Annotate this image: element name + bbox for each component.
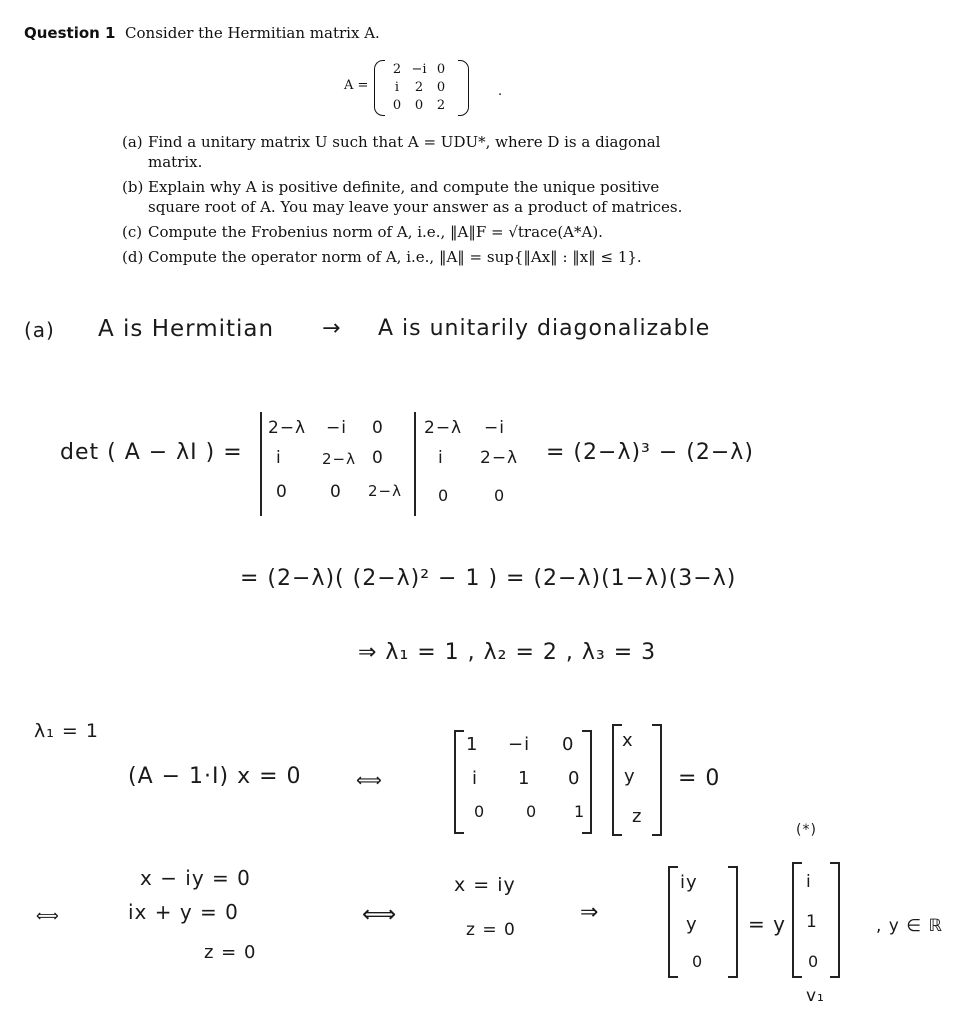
det-cell: 2−λ [268, 418, 307, 438]
hermitian-statement: A is Hermitian [98, 316, 275, 342]
part-label: (a) [122, 133, 143, 151]
question-parts [122, 132, 712, 272]
equation-line: ix + y = 0 [128, 900, 239, 924]
part-text: Explain why A is positive definite, and compute the unique positive square root of A. You may leave your answer as a product of matrices. [148, 178, 683, 216]
implies-arrow: → [322, 316, 342, 341]
det-aug-cell: 2−λ [424, 418, 463, 438]
lambda1-label: λ₁ = 1 [34, 720, 99, 742]
sys-bracket-left [454, 730, 464, 834]
domain-note: , y ∈ ℝ [876, 916, 943, 936]
matrix-cell: 0 [392, 97, 402, 113]
det-bar-right [414, 412, 416, 516]
matrix-lhs: A = [344, 78, 369, 93]
sys-cell: i [472, 768, 479, 789]
sys-cell: 0 [568, 768, 581, 789]
matrix-cell: 2 [436, 97, 446, 113]
v1-label: v₁ [806, 986, 825, 1006]
matrix-cell: 0 [436, 79, 446, 95]
vec-b-bracket-right [830, 862, 840, 978]
part-label: (d) [122, 248, 144, 266]
det-aug-cell: −i [484, 418, 505, 438]
left-paren [374, 60, 385, 116]
sys-cell: 1 [518, 768, 531, 789]
iff-left: ⟺ [36, 906, 60, 925]
equation-line: x − iy = 0 [140, 866, 251, 890]
det-cell: −i [326, 418, 347, 438]
part-d [122, 247, 712, 267]
matrix-cell: 0 [436, 61, 446, 77]
sys-rhs: = 0 [678, 766, 721, 791]
matrix-a [374, 60, 503, 116]
det-cell: 2−λ [322, 450, 356, 468]
matrix-cell: 2 [414, 79, 424, 95]
matrix-cell: 0 [414, 97, 424, 113]
det-cell: i [276, 448, 282, 468]
vec-a-bracket-left [668, 866, 678, 978]
factored-expression: = (2−λ)( (2−λ)² − 1 ) = (2−λ)(1−λ)(3−λ) [240, 566, 737, 591]
part-a [122, 132, 712, 172]
vec-b-cell: 1 [806, 912, 818, 932]
matrix-cell: −i [411, 61, 427, 77]
det-cell: 0 [372, 448, 384, 468]
det-lhs: det ( A − λI ) = [60, 440, 243, 465]
star-mark: (*) [796, 822, 817, 838]
vec-b-bracket-left [792, 862, 802, 978]
sys-cell: 0 [562, 734, 575, 755]
vec-bracket-left [612, 724, 622, 836]
eigenvalues: ⇒ λ₁ = 1 , λ₂ = 2 , λ₃ = 3 [358, 640, 657, 665]
right-paren [458, 60, 469, 116]
vec-a-cell: 0 [692, 952, 704, 971]
solution-part-a-label: (a) [24, 318, 55, 342]
det-aug-cell: i [438, 448, 444, 468]
part-b [122, 177, 712, 217]
sys-cell: 1 [574, 802, 586, 821]
solved-line: z = 0 [466, 920, 516, 940]
eigen-equation: (A − 1·I) x = 0 [128, 764, 302, 789]
iff-symbol: ⟺ [356, 770, 383, 791]
det-cell: 0 [276, 482, 288, 502]
vec-b-cell: 0 [808, 952, 820, 971]
sys-cell: −i [508, 734, 531, 755]
vec-cell: z [632, 806, 643, 827]
det-aug-cell: 0 [438, 486, 450, 505]
question-label: Question 1 [24, 24, 116, 42]
vec-cell: y [624, 766, 636, 787]
vec-a-cell: iy [680, 872, 698, 893]
sys-cell: 0 [526, 802, 538, 821]
matrix-end: . [498, 84, 503, 99]
det-aug-cell: 0 [494, 486, 506, 505]
det-aug-cell: 2−λ [480, 448, 519, 468]
equation-line: z = 0 [204, 942, 257, 963]
part-text: Compute the Frobenius norm of A, i.e., ‖A‖F = √trace(A*A). [148, 223, 603, 241]
scalar-y: = y [748, 912, 786, 936]
det-bar-left [260, 412, 262, 516]
sys-cell: 1 [466, 734, 479, 755]
matrix-cell: 2 [392, 61, 402, 77]
part-label: (b) [122, 178, 144, 196]
part-text: Compute the operator norm of A, i.e., ‖A‖ = sup{‖Ax‖ : ‖x‖ ≤ 1}. [148, 248, 642, 266]
det-cell: 0 [372, 418, 384, 438]
vec-cell: x [622, 730, 634, 751]
det-cell: 2−λ [368, 482, 402, 500]
vec-bracket-right [652, 724, 662, 836]
det-rhs: = (2−λ)³ − (2−λ) [546, 440, 754, 465]
matrix-cell: i [394, 79, 400, 95]
vec-a-cell: y [686, 914, 698, 935]
det-cell: 0 [330, 482, 342, 502]
sys-cell: 0 [474, 802, 486, 821]
question-title [24, 24, 380, 42]
solved-line: x = iy [454, 874, 516, 896]
vec-a-bracket-right [728, 866, 738, 978]
diagonalizable-statement: A is unitarily diagonalizable [378, 316, 711, 341]
vec-b-cell: i [806, 872, 812, 892]
implies-symbol: ⇒ [580, 900, 600, 925]
part-text: Find a unitary matrix U such that A = UDU*, where D is a diagonal matrix. [148, 133, 661, 171]
part-c [122, 222, 712, 242]
question-intro: Consider the Hermitian matrix A. [125, 24, 380, 42]
iff-mid: ⟺ [362, 900, 398, 928]
part-label: (c) [122, 223, 143, 241]
